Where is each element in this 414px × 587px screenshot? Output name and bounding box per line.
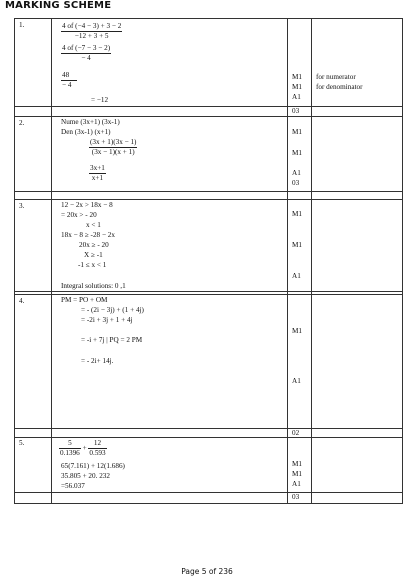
mark: M1 xyxy=(292,327,302,335)
working-line: = −12 xyxy=(91,96,109,104)
working-line: 20x ≥ - 20 xyxy=(79,241,109,249)
working-line: Den (3x-1) (x+1) xyxy=(61,128,111,136)
plus-sign: + xyxy=(82,444,87,452)
fraction-numerator: (3x + 1)(3x − 1) xyxy=(90,138,137,146)
mark: M1 xyxy=(292,149,302,157)
question-number: 3. xyxy=(19,202,25,210)
question-number: 5. xyxy=(19,439,25,447)
fraction-denominator: −12 + 3 + 5 xyxy=(74,32,109,40)
working-line: = 20x > - 20 xyxy=(61,211,97,219)
fraction-denominator: 0.593 xyxy=(89,449,106,457)
working-line: PM = PO + OM xyxy=(61,296,108,304)
row-line xyxy=(14,492,403,493)
fraction xyxy=(61,44,111,63)
fraction xyxy=(89,164,106,183)
fraction-denominator: − 4 xyxy=(62,81,72,89)
fraction-numerator: 4 of (−4 − 3) + 3 − 2 xyxy=(62,22,122,30)
row-line xyxy=(14,503,403,504)
working-line: -1 ≤ x < 1 xyxy=(78,261,107,269)
fraction-numerator: 5 xyxy=(59,439,81,449)
total-mark: 03 xyxy=(292,493,300,501)
working-line: = - 2i+ 14j. xyxy=(81,357,114,365)
page-footer: Page 5 of 236 xyxy=(181,567,233,576)
row-line xyxy=(14,191,403,192)
remark: for numerator xyxy=(316,73,356,81)
working-fraction xyxy=(59,439,107,458)
mark: A1 xyxy=(292,169,301,177)
mark: M1 xyxy=(292,470,302,478)
fraction-denominator: x+1 xyxy=(91,174,104,182)
column-divider-2 xyxy=(287,18,288,504)
page-heading: MARKING SCHEME xyxy=(5,0,112,11)
row-line xyxy=(14,437,403,438)
total-mark: 03 xyxy=(292,107,300,115)
working-line: = -i + 7j | PQ = 2 PM xyxy=(81,336,143,344)
working-line: Integral solutions: 0 ,1 xyxy=(61,282,126,290)
fraction xyxy=(88,439,106,458)
mark: A1 xyxy=(292,93,301,101)
mark: M1 xyxy=(292,128,302,136)
row-line xyxy=(14,294,403,295)
question-number: 4. xyxy=(19,297,25,305)
working-fraction xyxy=(61,44,111,63)
working-line: Nume (3x+1) (3x-1) xyxy=(61,118,120,126)
mark: M1 xyxy=(292,460,302,468)
marking-table xyxy=(14,18,403,504)
question-number: 2. xyxy=(19,119,25,127)
row-line xyxy=(14,116,403,117)
working-fraction xyxy=(89,138,137,157)
working-line: = -2i + 3j + 1 + 4j xyxy=(81,316,133,324)
row-line xyxy=(14,199,403,200)
working-line: X ≥ -1 xyxy=(84,251,103,259)
row-line xyxy=(14,106,403,107)
mark: M1 xyxy=(292,241,302,249)
working-fraction xyxy=(61,22,122,41)
mark: M1 xyxy=(292,210,302,218)
mark: A1 xyxy=(292,272,301,280)
fraction-denominator: 0.1396 xyxy=(60,449,80,457)
mark: M1 xyxy=(292,73,302,81)
working-fraction xyxy=(61,71,77,90)
working-line: = - (2i − 3j) + (1 + 4j) xyxy=(81,306,144,314)
remark: for denominator xyxy=(316,83,363,91)
mark: A1 xyxy=(292,480,301,488)
row-line xyxy=(14,428,403,429)
row-line xyxy=(14,18,403,19)
fraction-numerator: 4 of (−7 − 3 − 2) xyxy=(62,44,111,52)
working-line: 18x − 8 ≥ -28 − 2x xyxy=(61,231,115,239)
fraction-numerator: 48 xyxy=(61,71,77,81)
fraction xyxy=(61,71,77,90)
fraction xyxy=(89,138,137,157)
working-line: 35.805 + 20. 232 xyxy=(61,472,110,480)
fraction-denominator: (3x − 1)(x + 1) xyxy=(91,148,135,156)
total-mark: 03 xyxy=(292,179,300,187)
total-mark: 02 xyxy=(292,429,300,437)
working-line: x < 1 xyxy=(86,221,101,229)
working-fraction xyxy=(89,164,106,183)
working-line: 12 − 2x > 18x − 8 xyxy=(61,201,113,209)
column-divider-3 xyxy=(311,18,312,504)
row-line xyxy=(14,291,403,292)
mark: A1 xyxy=(292,377,301,385)
working-line: =56.037 xyxy=(61,482,85,490)
question-number: 1. xyxy=(19,21,25,29)
fraction-numerator: 12 xyxy=(88,439,106,449)
fraction xyxy=(59,439,81,458)
table-border-right xyxy=(402,18,403,504)
table-border-left xyxy=(14,18,15,504)
working-line: 65(7.161) + 12(1.686) xyxy=(61,462,125,470)
fraction-numerator: 3x+1 xyxy=(90,164,105,172)
fraction xyxy=(61,22,122,41)
fraction-denominator: − 4 xyxy=(81,54,91,62)
mark: M1 xyxy=(292,83,302,91)
column-divider-1 xyxy=(51,18,52,504)
